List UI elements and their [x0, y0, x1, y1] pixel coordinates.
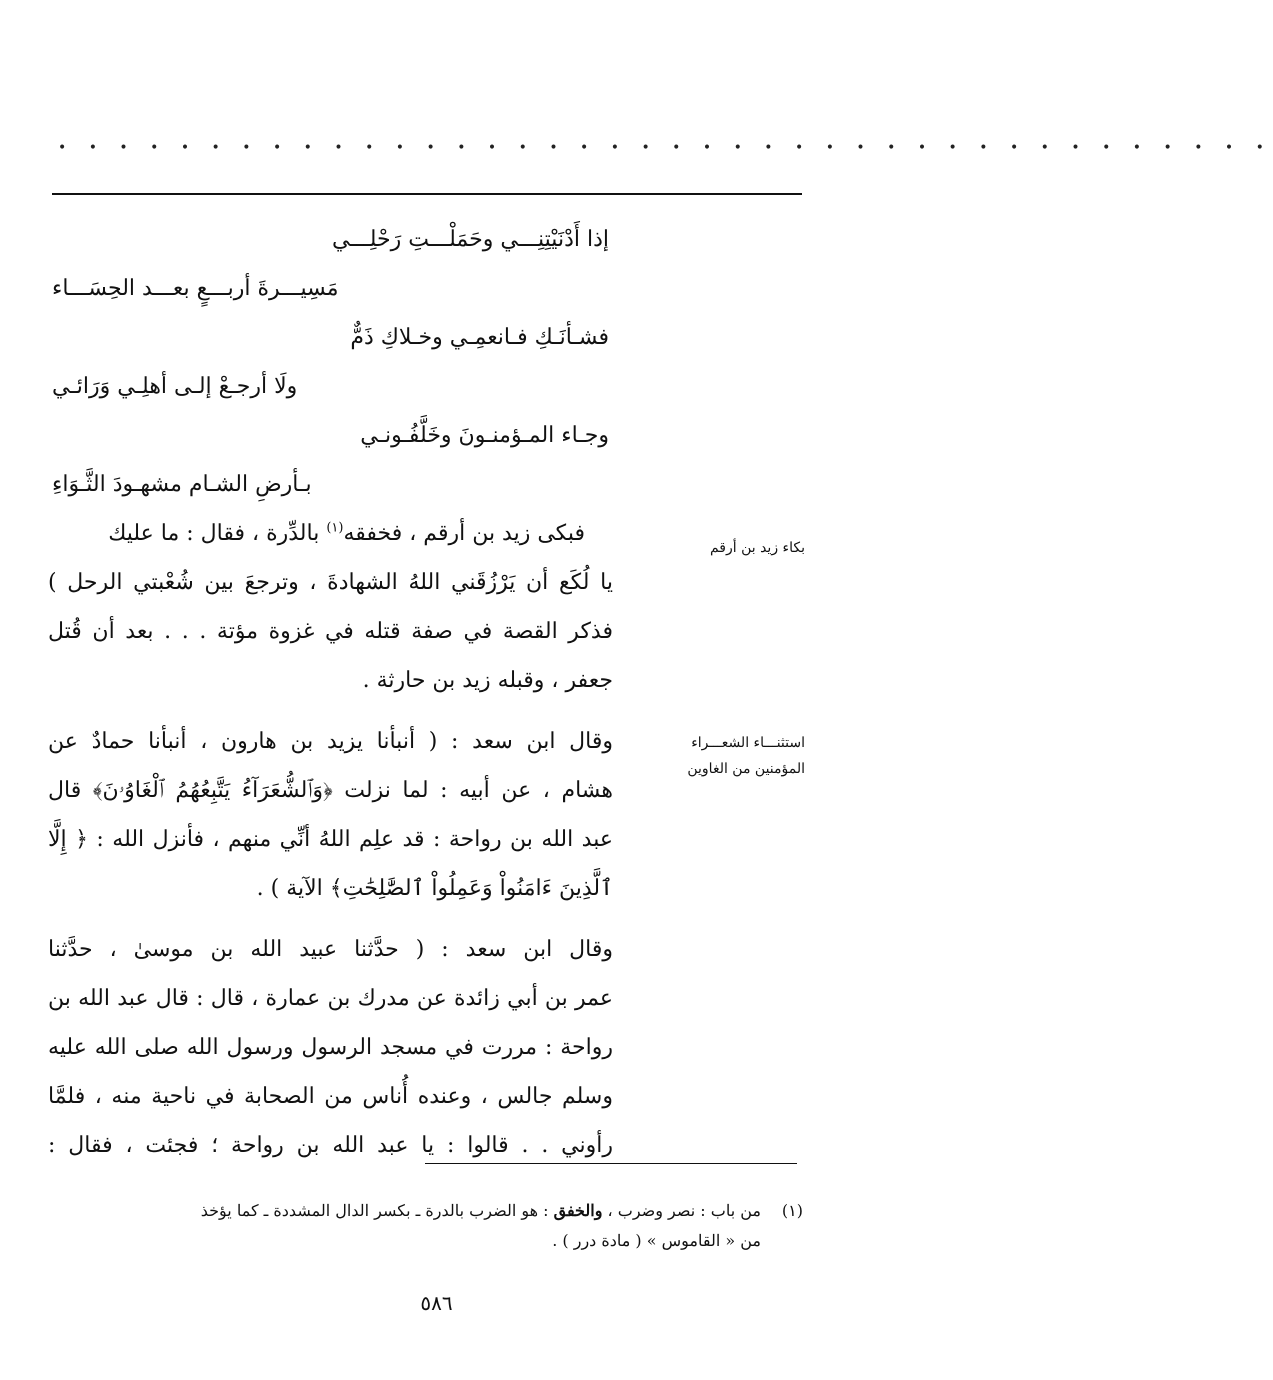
poem-verse-2-first-half: فشـأنَـكِ فـانعمِـي وخـلاكِ ذَمٌّ [350, 325, 609, 350]
decorative-dotted-line: • • • • • • • • • • • • • • • • • • • • • • • • • • • • • • • • • • • • • • • • [58, 140, 1273, 156]
margin-note-1: بكاء زيد بن أرقم [709, 540, 805, 556]
paragraph-1-line-1 [48, 509, 613, 558]
paragraph-2 [48, 717, 613, 913]
paragraph-2-line-2: هشام ، عن أبيه : لما نزلت ﴿وَٱلشُّعَرَآءُ يَتَّبِعُهُمُ ٱلْغَاوُۥنَ﴾ قال [48, 778, 613, 803]
paragraph-3-line-3: رواحة : مررت في مسجد الرسول ورسول الله صلى الله عليه [48, 1035, 613, 1060]
poem-verse-2-second-half: ولَا أرجـعْ إلـى أهلِـي وَرَائـي [52, 374, 298, 399]
poem-verse-3-second-half: بـأرضِ الشـام مشهـودَ الثَّـوَاءِ [52, 472, 312, 497]
paragraph-3 [48, 925, 613, 1170]
paragraph-1 [48, 509, 613, 705]
poem-verse-1-second-half: مَسِيـــرةَ أربـــعٍ بعـــد الحِسَـــاء [52, 276, 339, 301]
margin-note-2-line-2: المؤمنين من الغاوين [687, 761, 805, 777]
margin-note-2 [635, 730, 805, 782]
paragraph-3-line-4: وسلم جالس ، وعنده أُناس من الصحابة في ناحية منه ، فلمَّا [48, 1084, 613, 1109]
poem [48, 215, 613, 509]
paragraph-3-line-5: رأوني . . قالوا : يا عبد الله بن رواحة ؛ فجئت ، فقال : [48, 1133, 613, 1158]
footnote-reference[interactable]: (١) [326, 520, 344, 536]
main-text-column [48, 215, 613, 1170]
paragraph-1-line-4: جعفر ، وقبله زيد بن حارثة . [362, 668, 613, 693]
paragraph-2-line-4: ٱلَّذِينَ ءَامَنُواْ وَعَمِلُواْ ٱلصَّٰلِحَٰتِ﴾ الآية ) . [256, 876, 613, 901]
page-number: ٥٨٦ [420, 1291, 453, 1315]
footnote-line-1 [48, 1196, 803, 1226]
paragraph-3-line-1: وقال ابن سعد : ( حدَّثنا عبيد الله بن موسىٰ ، حدَّثنا [48, 937, 613, 962]
paragraph-2-line-3: عبد الله بن رواحة : قد علِم اللهُ أنِّي منهم ، فأنزل الله : ﴿ إِلَّا [48, 827, 613, 852]
footnote-line-1-text-b: : هو الضرب بالدرة ـ بكسر الدال المشددة ـ كما يؤخذ [200, 1201, 554, 1220]
footnote-keyword: والخفق [553, 1201, 603, 1220]
paragraph-1-line-2: يا لُكَع أن يَرْزُقَني اللهُ الشهادةَ ، وترجعَ بين شُعْبتي الرحل ) [48, 570, 613, 595]
paragraph-1-line-1-text-a: فبكى زيد بن أرقم ، فخفقه [343, 521, 585, 546]
poem-verse-3-first-half: وجـاء المـؤمنـونَ وخَلَّفُـونـي [360, 423, 609, 448]
footnote-line-2 [48, 1226, 803, 1256]
poem-verse-1-first-half: إذا أَدْنَيْتِنِـــي وحَمَلْـــتِ رَحْلِـــي [332, 227, 609, 252]
footnote-number: (١) [781, 1201, 803, 1220]
footnote-line-1-text-a: من باب : نصر وضرب ، [602, 1201, 761, 1220]
paragraph-1-line-3: فذكر القصة في صفة قتله في غزوة مؤتة . . . بعد أن قُتل [48, 619, 613, 644]
paragraph-2-line-1: وقال ابن سعد : ( أنبأنا يزيد بن هارون ، أنبأنا حمادٌ عن [48, 729, 613, 754]
footnote-rule [425, 1163, 797, 1164]
header-rule [52, 193, 802, 195]
footnote-line-2-text: من « القاموس » ( مادة درر ) . [552, 1231, 761, 1250]
paragraph-1-line-1-text-b: بالدِّرة ، فقال : ما عليك [108, 521, 327, 546]
footnote [48, 1196, 803, 1256]
paragraph-3-line-2: عمر بن أبي زائدة عن مدرك بن عمارة ، قال : قال عبد الله بن [48, 986, 613, 1011]
margin-note-2-line-1: استثنـــاء الشعـــراء [691, 735, 805, 751]
